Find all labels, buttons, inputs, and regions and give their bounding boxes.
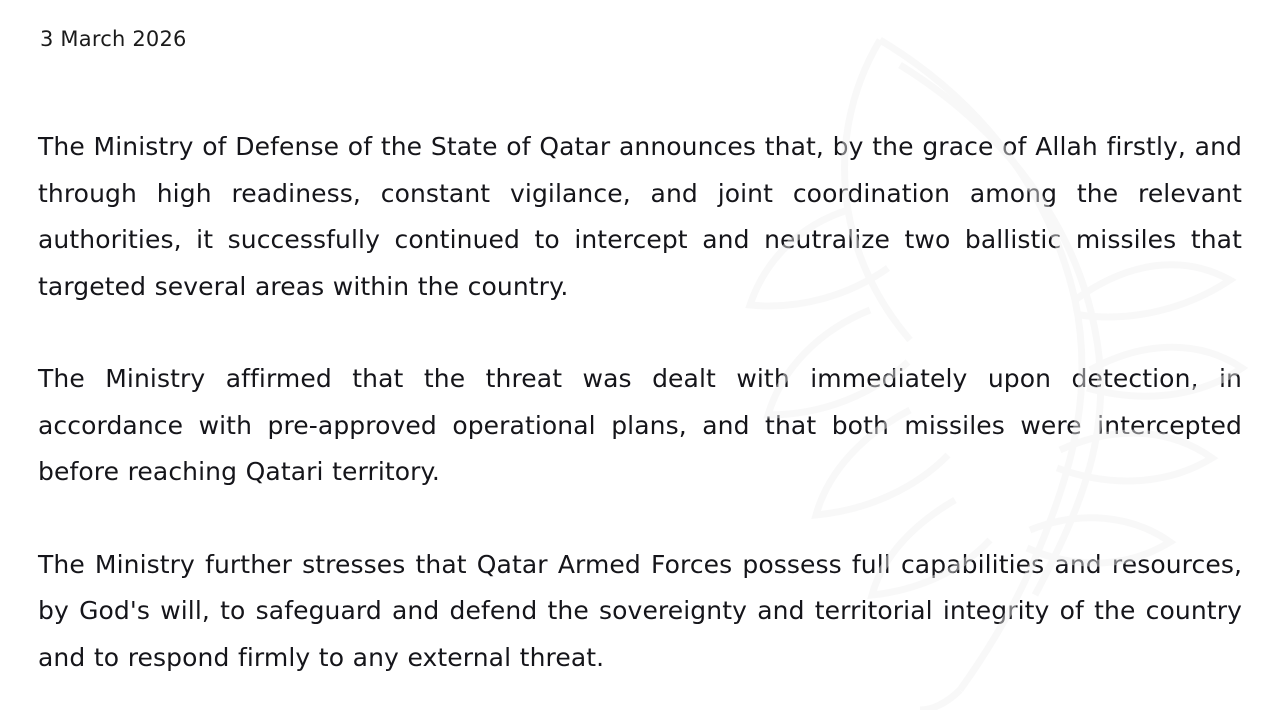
statement-body bbox=[38, 124, 1242, 681]
statement-date: 3 March 2026 bbox=[40, 27, 187, 51]
statement-paragraph-3: The Ministry further stresses that Qatar Armed Forces possess full capabilities and resources, by God's will, to safeguard and defend the sovereignty and territorial integrity of the country and to respond firmly to any external threat. bbox=[38, 549, 1242, 672]
statement-paragraph-1: The Ministry of Defense of the State of Qatar announces that, by the grace of Allah firstly, and through high readiness, constant vigilance, and joint coordination among the relevant authorities, it successfully continued to intercept and neutralize two ballistic missiles that targeted several areas within the country. bbox=[38, 132, 1242, 301]
statement-paragraph-2: The Ministry affirmed that the threat was dealt with immediately upon detection, in accordance with pre-approved operational plans, and that both missiles were intercepted before reaching Qatari territory. bbox=[38, 364, 1242, 486]
